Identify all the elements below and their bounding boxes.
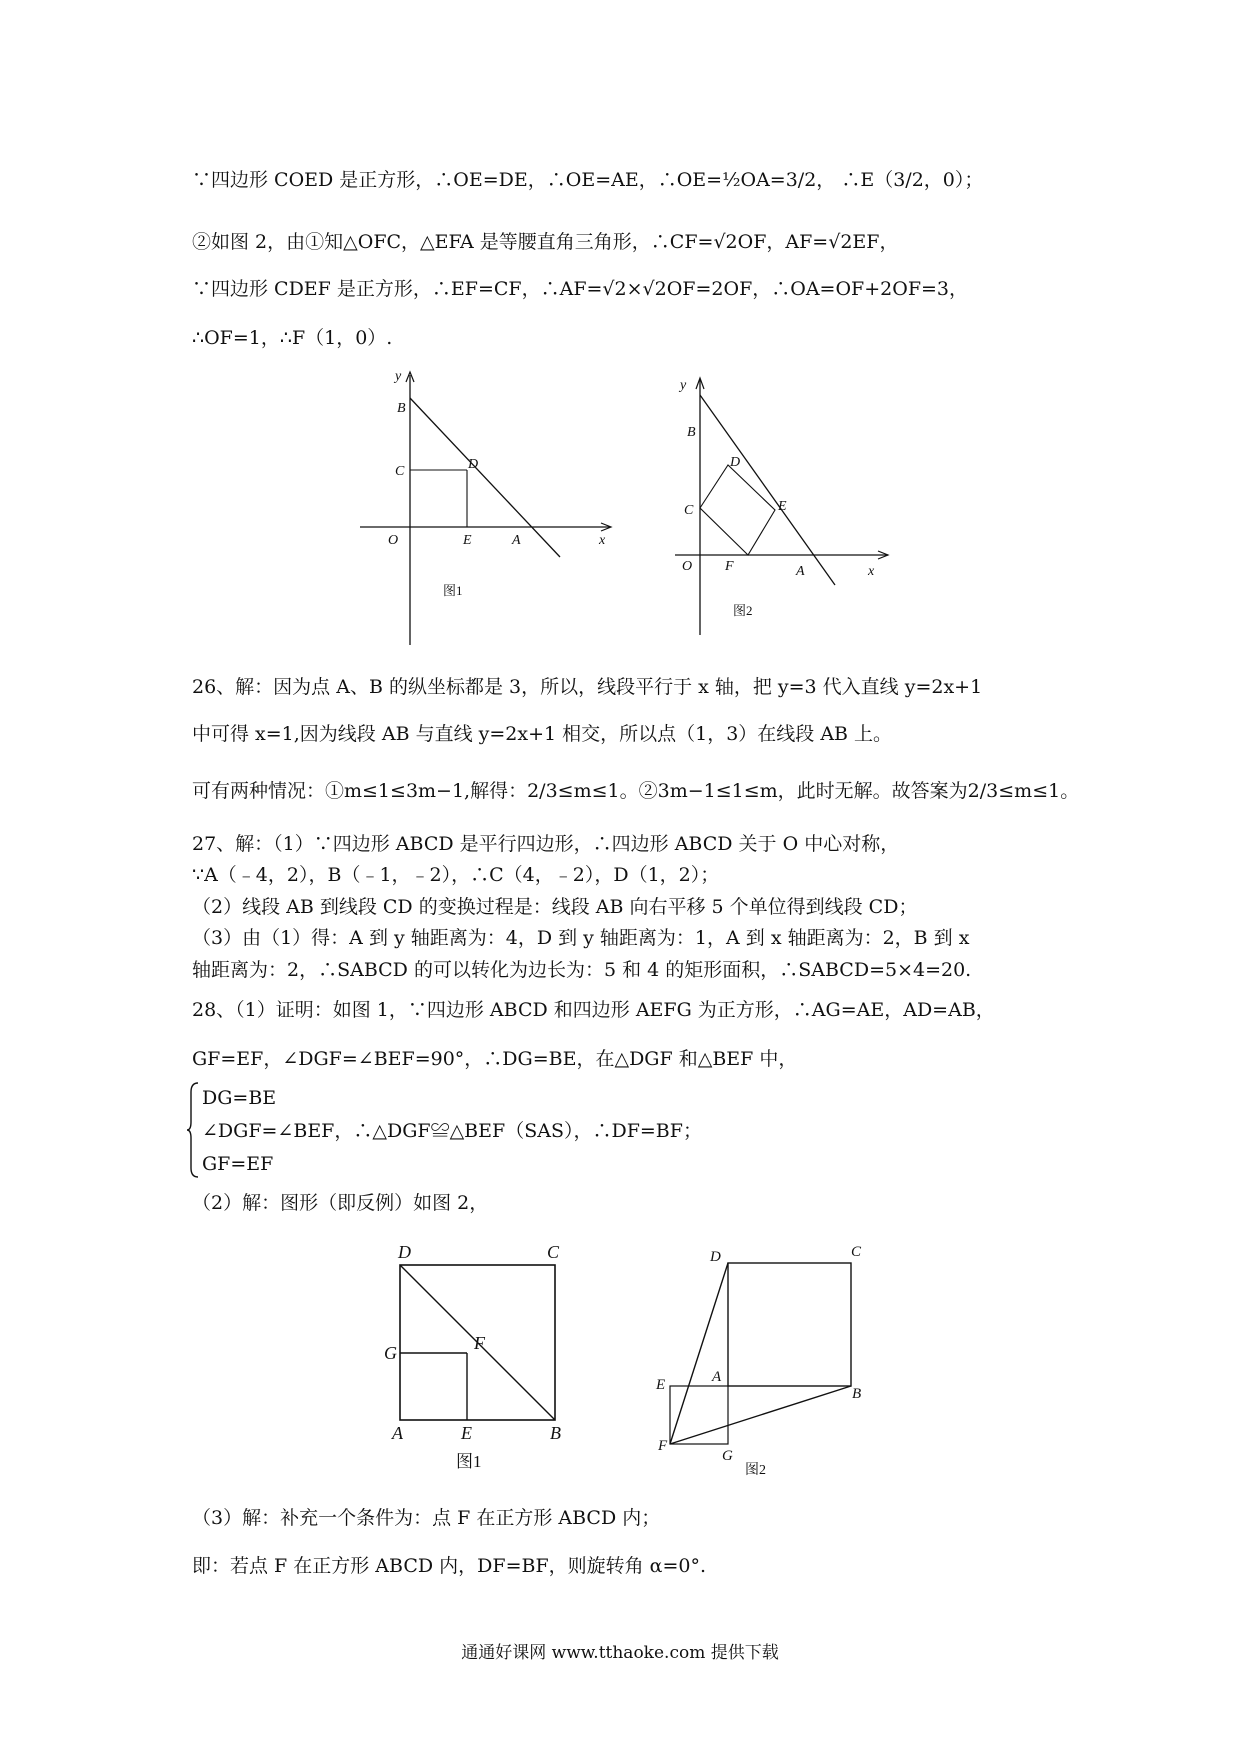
label: D	[710, 1249, 721, 1265]
equation-line: DG=BE	[202, 1087, 277, 1109]
text-line: （2）解：图形（即反例）如图 2，	[192, 1192, 489, 1214]
label: G	[384, 1343, 397, 1363]
figure-caption: 图1	[443, 583, 463, 598]
label: E	[778, 499, 787, 514]
equation-line: GF=EF	[202, 1153, 274, 1175]
square-figure-2	[650, 1238, 875, 1483]
label: x	[868, 564, 875, 579]
text-line: 可有两种情况：①m≤1≤3m−1,解得：2/3≤m≤1。②3m−1≤1≤m，此时无解。故答案为2/3≤m≤1。	[192, 780, 1080, 802]
text-line: （3）由（1）得：A 到 y 轴距离为：4，D 到 y 轴距离为：1，A 到 x 轴距离为：2，B 到 x	[192, 927, 970, 949]
label: B	[687, 425, 696, 440]
figure-caption: 图2	[745, 1463, 766, 1478]
text-line: 轴距离为：2，∴SABCD 的可以转化为边长为：5 和 4 的矩形面积，∴SABCD=5×4=20.	[192, 959, 972, 981]
label: D	[468, 457, 479, 472]
label: y	[680, 378, 687, 393]
label: D	[730, 455, 741, 470]
label: F	[725, 559, 734, 574]
page-footer: 通通好课网 www.tthaoke.com 提供下载	[461, 1643, 779, 1663]
equation-line: ∠DGF=∠BEF，∴△DGF≌△BEF（SAS），∴DF=BF；	[202, 1120, 702, 1142]
label: B	[550, 1423, 561, 1443]
text-line: ∴OF=1，∴F（1，0）.	[192, 327, 393, 349]
text-line: 即：若点 F 在正方形 ABCD 内，DF=BF，则旋转角 α=0°.	[192, 1555, 707, 1577]
text-line: ∵四边形 CDEF 是正方形，∴EF=CF，∴AF=√2×√2OF=2OF，∴OA=OF+2OF=3，	[192, 278, 969, 300]
label: E	[463, 533, 472, 548]
label: B	[852, 1386, 862, 1402]
text-line: ②如图 2，由①知△OFC，△EFA 是等腰直角三角形，∴CF=√2OF，AF=√2EF，	[192, 231, 899, 253]
label: F	[474, 1333, 485, 1353]
label: C	[851, 1244, 862, 1260]
label: D	[398, 1242, 411, 1262]
label: C	[684, 503, 694, 518]
text-line: GF=EF，∠DGF=∠BEF=90°，∴DG=BE，在△DGF 和△BEF 中，	[192, 1048, 798, 1070]
text-line: 中可得 x=1,因为线段 AB 与直线 y=2x+1 相交，所以点（1，3）在线段 AB 上。	[192, 723, 893, 745]
label: B	[397, 401, 406, 416]
label: A	[712, 1369, 722, 1385]
label: G	[722, 1448, 733, 1464]
figure-caption: 图2	[733, 603, 753, 618]
text-line: 26、解：因为点 A、B 的纵坐标都是 3，所以，线段平行于 x 轴，把 y=3 代入直线 y=2x+1	[192, 676, 983, 698]
label: y	[395, 370, 402, 384]
text-line: （2）线段 AB 到线段 CD 的变换过程是：线段 AB 向右平移 5 个单位得到线段 CD；	[192, 896, 918, 918]
coordinate-figure-1	[355, 370, 620, 650]
text-line: ∵四边形 COED 是正方形，∴OE=DE，∴OE=AE，∴OE=½OA=3/2， ∴E（3/2，0）；	[192, 169, 984, 191]
label: C	[395, 464, 405, 479]
label: O	[388, 533, 399, 548]
figure-caption: 图1	[456, 1452, 482, 1471]
text-line: 27、解：（1）∵四边形 ABCD 是平行四边形，∴四边形 ABCD 关于 O 中心对称，	[192, 833, 900, 855]
text-line: 28、（1）证明：如图 1，∵四边形 ABCD 和四边形 AEFG 为正方形，∴AG=AE，AD=AB，	[192, 999, 995, 1021]
label: A	[392, 1423, 403, 1443]
label: x	[599, 533, 606, 548]
equation-brace	[186, 1080, 200, 1180]
label: O	[682, 559, 693, 574]
label: A	[512, 533, 521, 548]
label: E	[656, 1377, 666, 1393]
text-line: （3）解：补充一个条件为：点 F 在正方形 ABCD 内；	[192, 1507, 661, 1529]
label: E	[461, 1423, 472, 1443]
coordinate-figure-2	[670, 375, 895, 645]
square-figure-1	[370, 1235, 590, 1480]
label: C	[547, 1242, 560, 1262]
label: A	[796, 564, 805, 579]
label: F	[658, 1438, 668, 1454]
text-line: ∵A（﹣4，2），B（﹣1，﹣2），∴C（4，﹣2），D（1，2）；	[192, 864, 720, 886]
